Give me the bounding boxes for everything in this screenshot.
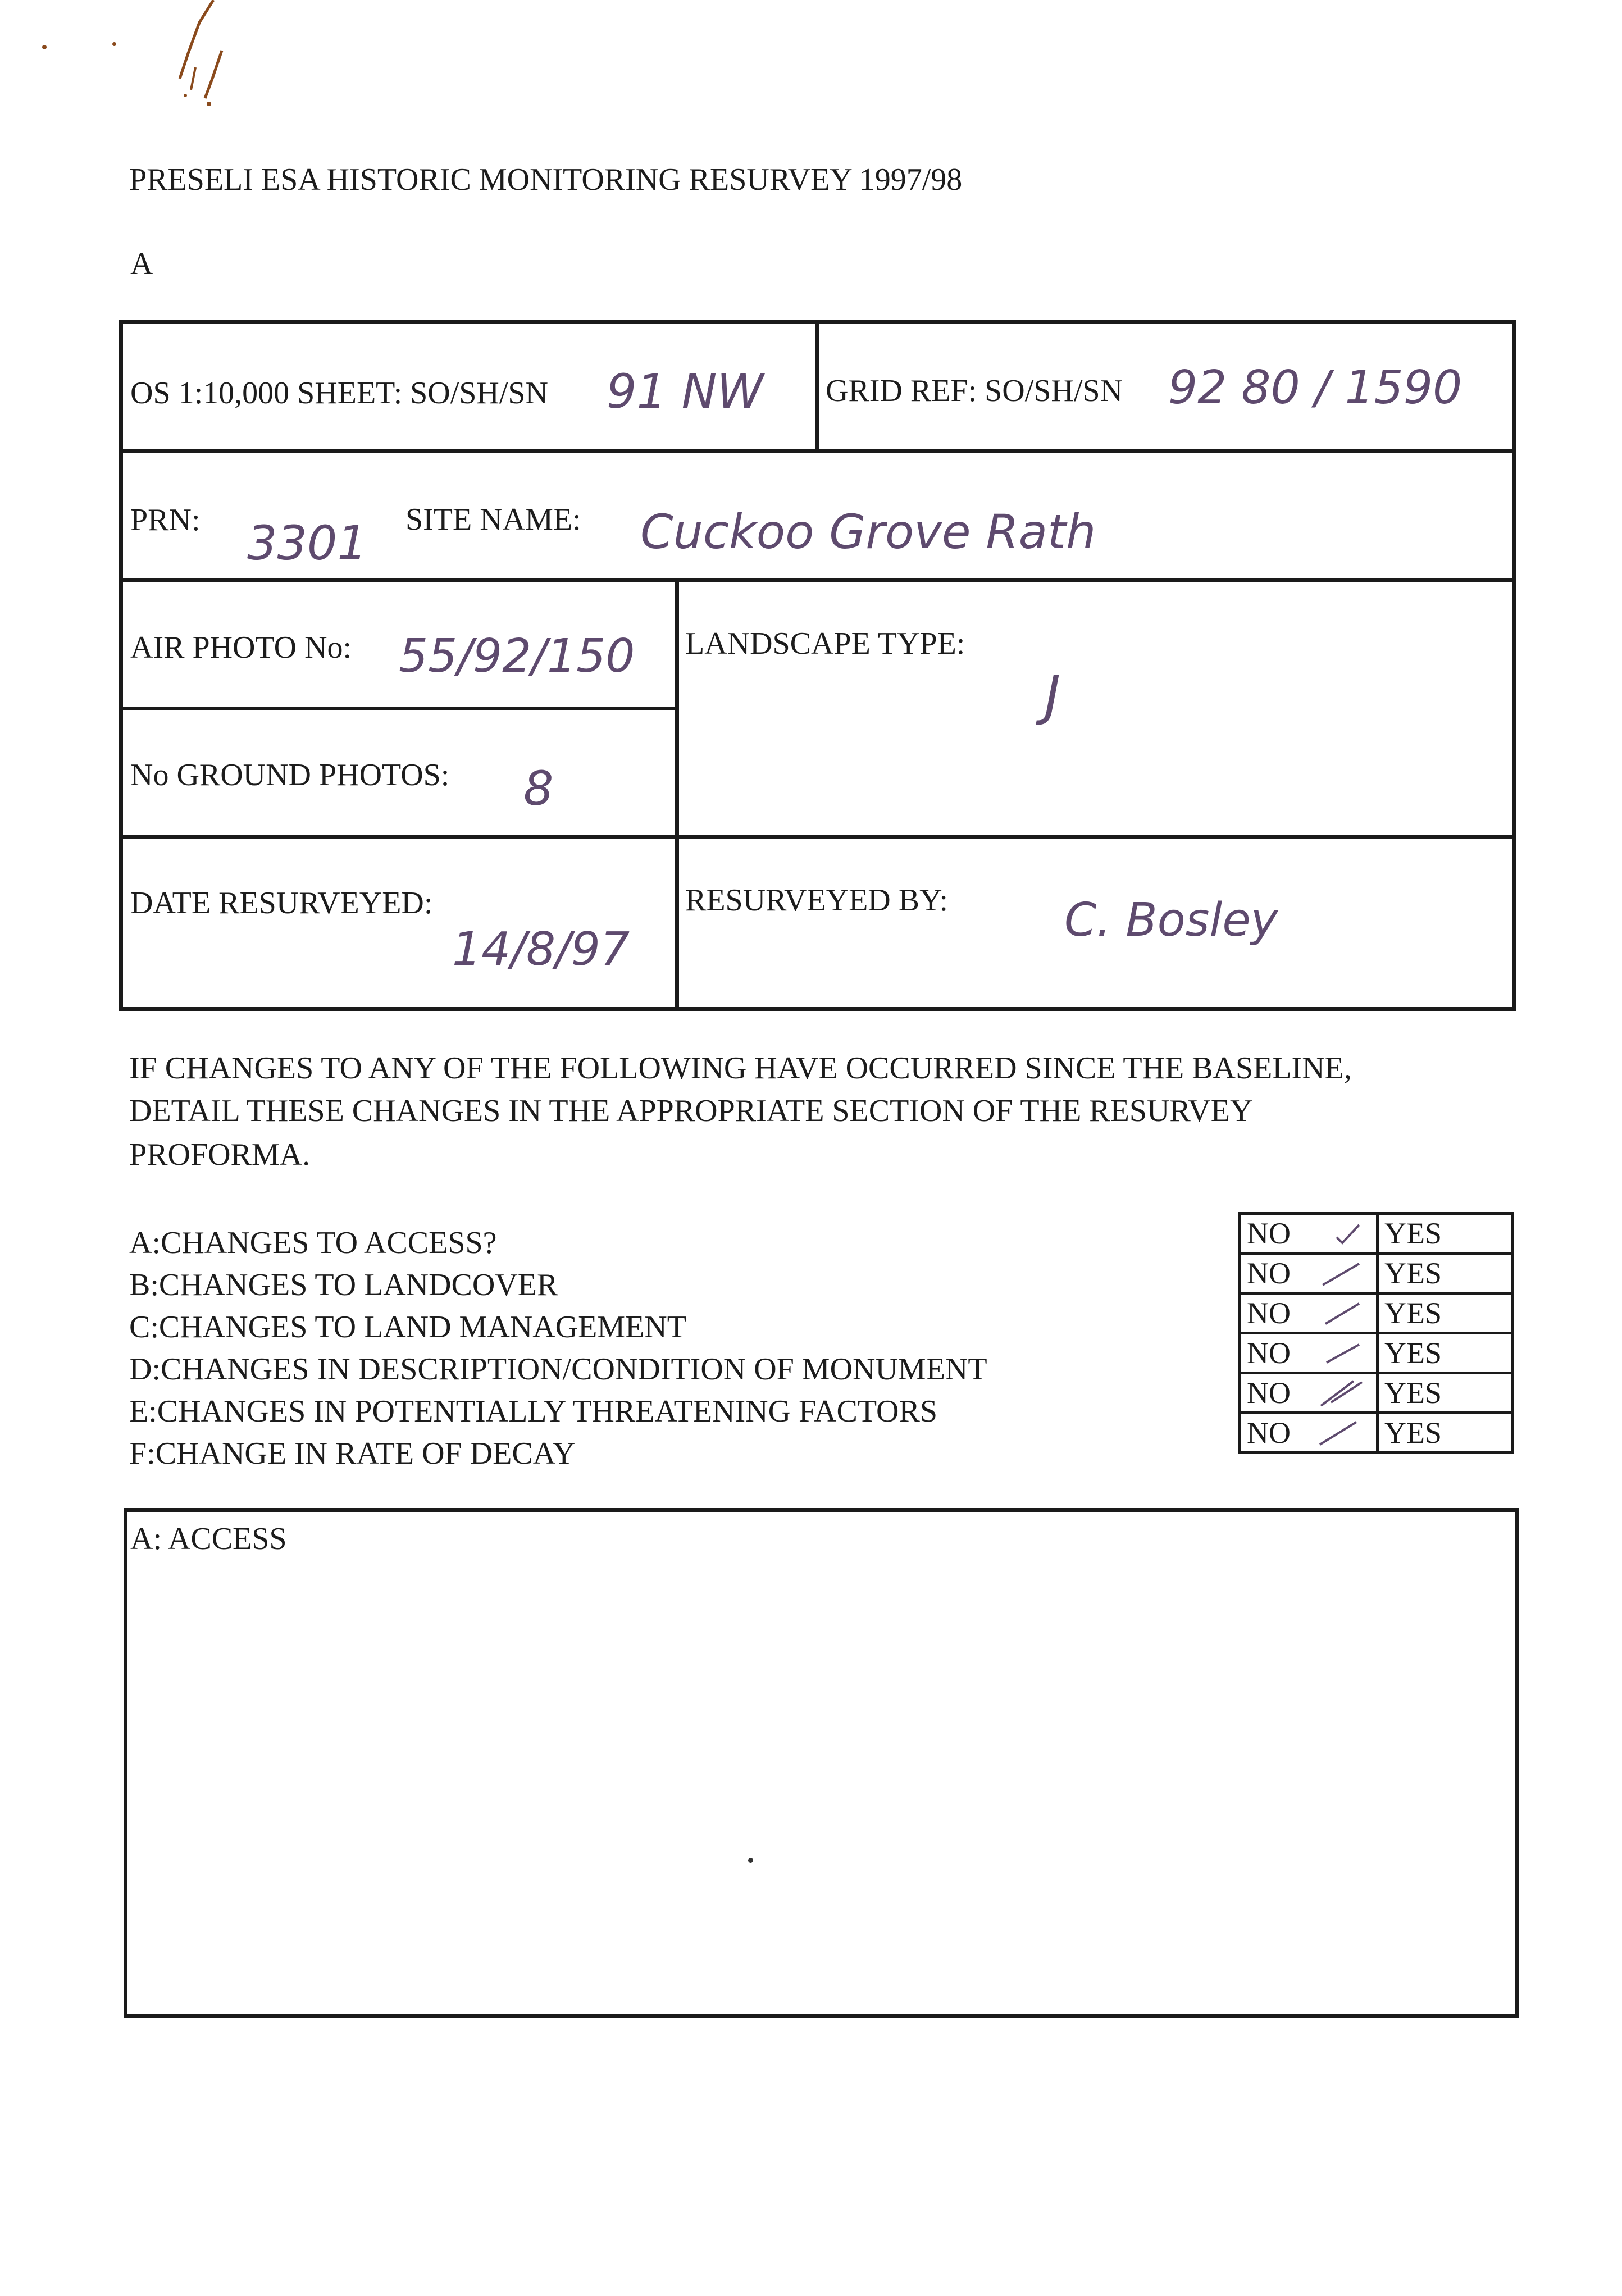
- landscape-type-value: J: [1045, 664, 1061, 727]
- air-photo-value: 55/92/150: [399, 630, 635, 683]
- answer-row: [1240, 1214, 1512, 1254]
- tick-mark-icon: [1314, 1380, 1365, 1408]
- no-option[interactable]: NO: [1240, 1254, 1378, 1293]
- answer-row: [1240, 1413, 1512, 1453]
- no-option[interactable]: NO: [1240, 1293, 1378, 1333]
- staple-mark: [146, 0, 247, 124]
- tick-mark-icon: [1314, 1260, 1365, 1288]
- grid-ref-label: GRID REF: SO/SH/SN: [826, 373, 1123, 408]
- tick-mark-icon: [1314, 1420, 1365, 1448]
- resurveyed-by-label: RESURVEYED BY:: [685, 883, 948, 918]
- air-photo-label: AIR PHOTO No:: [130, 630, 352, 665]
- change-question: E:CHANGES IN POTENTIALLY THREATENING FACTORS: [129, 1394, 937, 1429]
- site-name-value: Cuckoo Grove Rath: [640, 504, 1096, 559]
- os-sheet-value: 91 NW: [607, 364, 764, 419]
- change-question: A:CHANGES TO ACCESS?: [129, 1226, 497, 1260]
- yes-option[interactable]: YES: [1378, 1413, 1512, 1453]
- instruction-line-3: PROFORMA.: [129, 1137, 311, 1172]
- ground-photos-label: No GROUND PHOTOS:: [130, 758, 450, 792]
- change-question: B:CHANGES TO LANDCOVER: [129, 1268, 558, 1302]
- instruction-line-2: DETAIL THESE CHANGES IN THE APPROPRIATE SECTION OF THE RESURVEY: [129, 1094, 1253, 1128]
- speck: [112, 42, 116, 46]
- form-title: PRESELI ESA HISTORIC MONITORING RESURVEY 1997/98: [129, 162, 963, 197]
- answer-row: [1240, 1333, 1512, 1373]
- ground-photos-value: 8: [523, 761, 554, 816]
- change-question: C:CHANGES TO LAND MANAGEMENT: [129, 1310, 686, 1345]
- landscape-type-label: LANDSCAPE TYPE:: [685, 626, 965, 661]
- answer-row: [1240, 1254, 1512, 1293]
- tick-mark-icon: [1314, 1340, 1365, 1368]
- yes-option[interactable]: YES: [1378, 1333, 1512, 1373]
- yes-option[interactable]: YES: [1378, 1293, 1512, 1333]
- speck: [748, 1858, 753, 1863]
- instruction-line-1: IF CHANGES TO ANY OF THE FOLLOWING HAVE OCCURRED SINCE THE BASELINE,: [129, 1051, 1352, 1086]
- prn-label: PRN:: [130, 503, 201, 537]
- tick-mark-icon: [1314, 1220, 1365, 1249]
- change-question: D:CHANGES IN DESCRIPTION/CONDITION OF MONUMENT: [129, 1352, 987, 1387]
- answer-row: [1240, 1293, 1512, 1333]
- site-name-label: SITE NAME:: [406, 502, 581, 537]
- no-option[interactable]: NO: [1240, 1214, 1378, 1254]
- speck: [42, 45, 47, 49]
- no-option[interactable]: NO: [1240, 1333, 1378, 1373]
- yes-option[interactable]: YES: [1378, 1214, 1512, 1254]
- no-option[interactable]: NO: [1240, 1373, 1378, 1413]
- yes-option[interactable]: YES: [1378, 1254, 1512, 1293]
- resurveyed-by-value: C. Bosley: [1064, 894, 1278, 947]
- date-resurveyed-value: 14/8/97: [452, 923, 630, 976]
- access-section-box[interactable]: [124, 1508, 1519, 2018]
- date-resurveyed-label: DATE RESURVEYED:: [130, 886, 433, 921]
- prn-value: 3301: [247, 516, 367, 571]
- yes-option[interactable]: YES: [1378, 1373, 1512, 1413]
- answer-table: [1238, 1212, 1514, 1454]
- os-sheet-label: OS 1:10,000 SHEET: SO/SH/SN: [130, 376, 548, 411]
- answer-row: [1240, 1373, 1512, 1413]
- access-section-label: A: ACCESS: [130, 1521, 287, 1556]
- no-option[interactable]: NO: [1240, 1413, 1378, 1453]
- section-letter: A: [130, 247, 153, 281]
- tick-mark-icon: [1314, 1300, 1365, 1328]
- change-question: F:CHANGE IN RATE OF DECAY: [129, 1436, 576, 1471]
- grid-ref-value: 92 80 / 1590: [1168, 361, 1462, 414]
